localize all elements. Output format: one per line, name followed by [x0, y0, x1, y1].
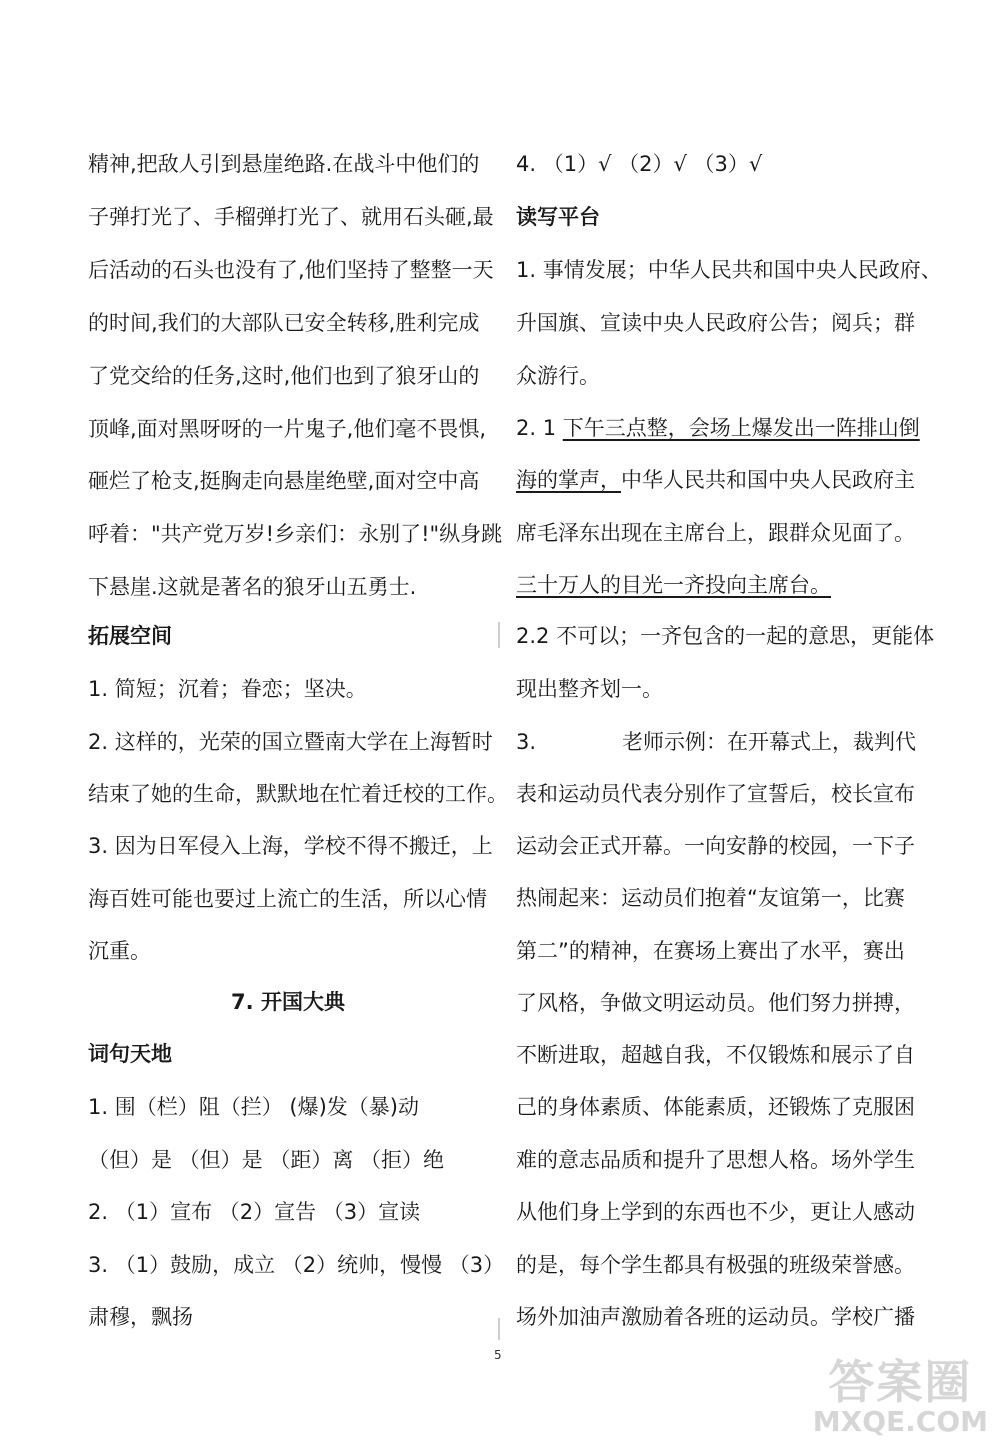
text-line: 现出整齐划一。	[516, 677, 663, 701]
text-line: 2. 这样的，光荣的国立暨南大学在上海暂时	[88, 730, 493, 754]
text-line: 海百姓可能也要过上流亡的生活，所以心情	[88, 887, 487, 911]
underlined-sentence: 下午三点整，会场上爆发出一阵排山倒	[562, 416, 920, 440]
watermark-title: 答案圈	[828, 1355, 973, 1409]
text-line: 场外加油声激励着各班的运动员。学校广播	[516, 1305, 915, 1329]
text-line: 1. 事情发展；中华人民共和国中央人民政府、	[516, 258, 942, 282]
text-line: 1. 围（栏）阻（拦） (爆)发（暴)动	[88, 1095, 419, 1119]
text-line: 2.2 不可以；一齐包含的一起的意思，更能体	[516, 624, 935, 648]
watermark-logo	[813, 1357, 988, 1437]
text-line: 从他们身上学到的东西也不少，更让人感动	[516, 1200, 915, 1224]
q2-line-2	[516, 466, 915, 494]
section-heading-duxie: 读写平台	[516, 205, 600, 229]
text-line: 升国旗、宣读中央人民政府公告；阅兵；群	[516, 311, 915, 335]
text-line: 顶峰,面对黑呀呀的一片鬼子,他们毫不畏惧,	[88, 417, 487, 441]
text-line: 的是，每个学生都具有极强的班级荣誉感。	[516, 1253, 915, 1277]
underlined-sentence: 三十万人的目光一齐投向主席台。	[516, 573, 831, 597]
page-number: 5	[494, 1348, 502, 1362]
text-line: 热闹起来：运动员们抱着“友谊第一，比赛	[516, 886, 905, 910]
text-line: 结束了她的生命，默默地在忙着迁校的工作。	[88, 782, 508, 806]
text-line: 子弹打光了、手榴弹打光了、就用石头砸,最	[88, 205, 494, 229]
watermark-url: MXQE.COM	[812, 1405, 988, 1438]
text-line: 沉重。	[88, 939, 151, 963]
section-heading-tuozhan: 拓展空间	[88, 624, 172, 648]
text-line: 肃穆，飘扬	[88, 1305, 193, 1329]
q3-first: 老师示例：在开幕式上，裁判代	[622, 730, 917, 754]
column-divider	[498, 1318, 500, 1340]
text-line: 了党交给的任务,这时,他们也到了狼牙山的	[88, 364, 480, 388]
q2-rest: 中华人民共和国中央人民政府主	[621, 468, 915, 492]
q2-line-1	[516, 414, 920, 442]
q3-line-1	[516, 728, 916, 756]
q2-prefix: 2. 1	[516, 416, 563, 440]
section-heading-cijv: 词句天地	[88, 1042, 172, 1066]
text-line: 不断进取，超越自我，不仅锻炼和展示了自	[516, 1043, 915, 1067]
text-line: 了风格，争做文明运动员。他们努力拼搏，	[516, 991, 915, 1015]
text-line: 运动会正式开幕。一向安静的校园，一下子	[516, 834, 915, 858]
text-line: （但）是 （但）是 （距）离 （拒）绝	[88, 1148, 445, 1172]
text-line: 后活动的石头也没有了,他们坚持了整整一天	[88, 258, 494, 282]
text-line: 第二”的精神，在赛场上赛出了水平，赛出	[516, 939, 905, 963]
text-line: 2. （1）宣布 （2）宣告 （3）宣读	[88, 1200, 421, 1224]
text-line: 难的意志品质和提升了思想人格。场外学生	[516, 1148, 915, 1172]
column-divider	[498, 622, 500, 648]
q3-number: 3.	[516, 730, 537, 754]
text-line: 己的身体素质、体能素质，还锻炼了克服困	[516, 1095, 915, 1119]
answer-4: 4. （1）√ （2）√ （3）√	[516, 152, 763, 176]
text-line: 众游行。	[516, 364, 600, 388]
underlined-sentence: 海的掌声，	[516, 468, 621, 492]
text-line: 1. 简短；沉着；眷恋；坚决。	[88, 677, 367, 701]
text-line: 表和运动员代表分别作了宣誓后，校长宣布	[516, 782, 915, 806]
text-line: 呼着："共产党万岁!乡亲们：永别了!"纵身跳	[88, 522, 503, 546]
text-line: 下悬崖.这就是著名的狼牙山五勇士.	[88, 575, 417, 599]
text-line: 3. 因为日军侵入上海，学校不得不搬迁，上	[88, 834, 493, 858]
text-line: 精神,把敌人引到悬崖绝路.在战斗中他们的	[88, 152, 480, 176]
lesson-title: 7. 开国大典	[231, 990, 345, 1014]
text-line: 砸烂了枪支,挺胸走向悬崖绝壁,面对空中高	[88, 469, 480, 493]
text-line: 的时间,我们的大部队已安全转移,胜利完成	[88, 311, 480, 335]
text-line: 3. （1）鼓励，成立 （2）统帅，慢慢 （3）	[88, 1253, 505, 1277]
text-line: 席毛泽东出现在主席台上，跟群众见面了。	[516, 521, 915, 545]
